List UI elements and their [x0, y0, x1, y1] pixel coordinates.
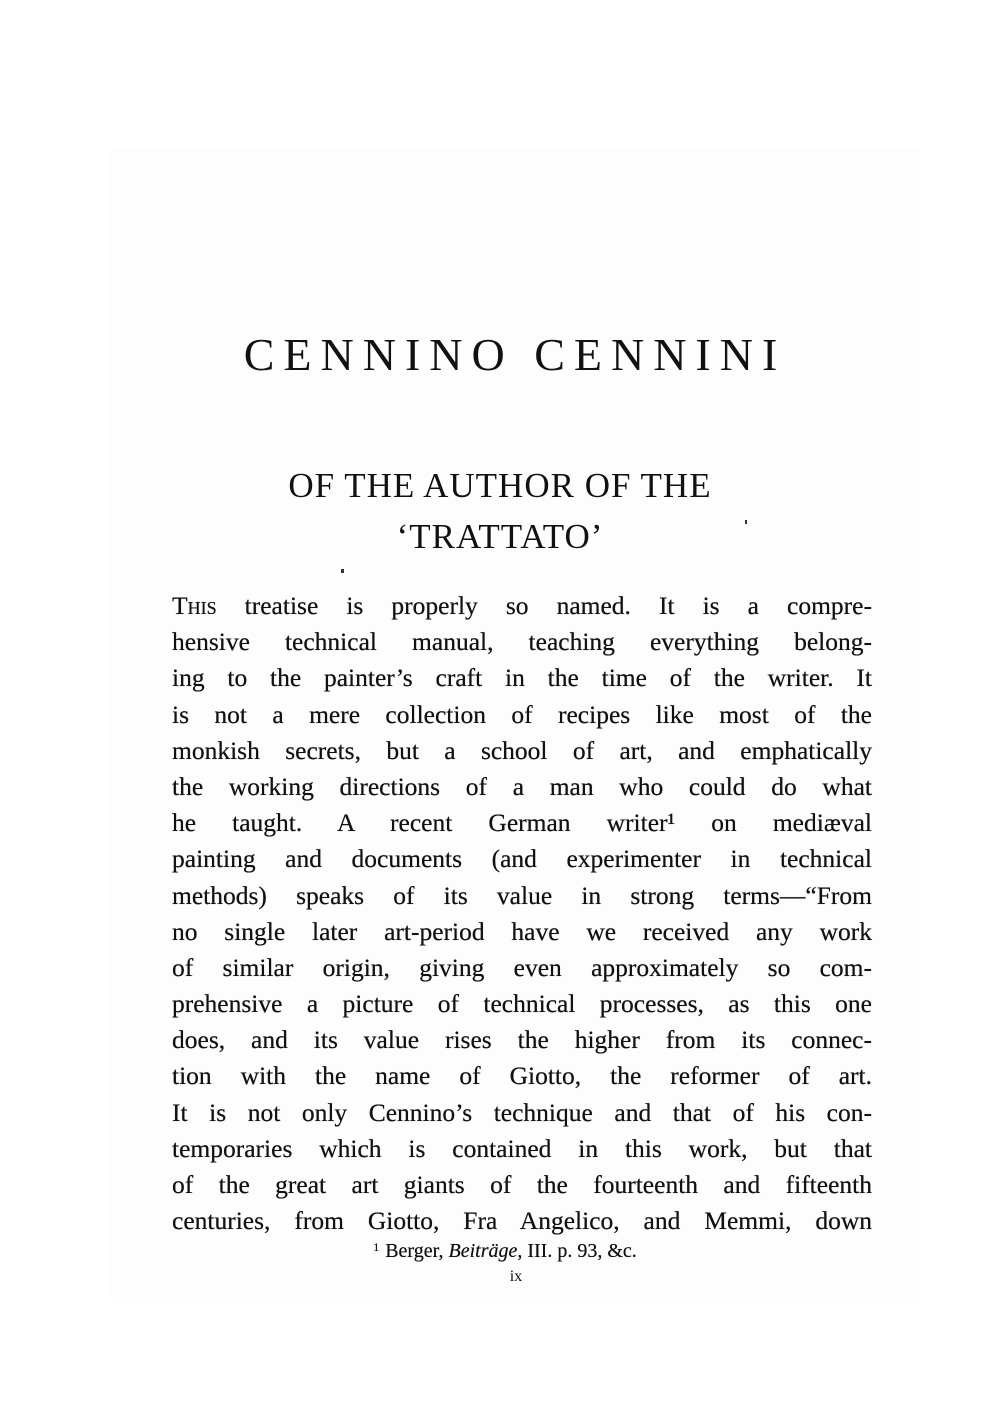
body-line-text: centuries, from Giotto, Fra Angelico, and Memmi, down	[172, 1206, 872, 1236]
footnote-reference: , III. p. 93, &c.	[517, 1240, 637, 1262]
body-line	[172, 624, 872, 660]
chapter-heading-line-1: OF THE AUTHOR OF THE	[288, 466, 712, 505]
footnote-work: Beiträge	[448, 1240, 518, 1262]
body-line	[172, 1167, 872, 1203]
body-first-word: This	[172, 591, 217, 620]
body-line	[172, 841, 872, 877]
footnote	[0, 1240, 1000, 1263]
body-line-text: he taught. A recent German writer¹ on mediæval	[172, 808, 872, 838]
body-line	[172, 950, 872, 986]
body-line	[172, 588, 872, 624]
body-line	[172, 660, 872, 696]
body-line-text: treatise is properly so named. It is a compre-	[216, 591, 872, 620]
body-line	[172, 805, 872, 841]
footnote-marker: 1	[373, 1240, 380, 1254]
body-line-text: methods) speaks of its value in strong terms—“From	[172, 880, 872, 910]
body-line	[172, 1022, 872, 1058]
body-line	[172, 878, 872, 914]
body-line-text: of the great art giants of the fourteenth and fifteenth	[172, 1170, 872, 1199]
body-line	[172, 1095, 872, 1131]
body-line-text: tion with the name of Giotto, the reformer of art.	[172, 1061, 872, 1091]
footnote-author: Berger,	[385, 1240, 444, 1262]
page-number: ix	[509, 1268, 523, 1285]
body-line-text: ing to the painter’s craft in the time of the writer. It	[172, 663, 872, 693]
body-line-text: temporaries which is contained in this work, but that	[172, 1133, 872, 1163]
page-title: CENNINO CENNINI	[243, 329, 787, 380]
body-line	[172, 1058, 872, 1094]
scan-speck	[341, 569, 344, 573]
body-line	[172, 1131, 872, 1167]
body-text	[172, 588, 872, 1239]
body-line	[172, 986, 872, 1022]
body-line-text: is not a mere collection of recipes like most of the	[172, 699, 872, 729]
body-line-text: does, and its value rises the higher from its connec-	[172, 1025, 872, 1055]
body-line	[172, 769, 872, 805]
chapter-heading-line-2: ‘TRATTATO’	[396, 517, 604, 556]
body-line	[172, 1203, 872, 1239]
body-line-text: of similar origin, giving even approximately so com-	[172, 952, 872, 982]
body-line-text: It is not only Cennino’s technique and that of his con-	[172, 1097, 872, 1127]
body-line-text: prehensive a picture of technical processes, as this one	[172, 989, 872, 1019]
scan-speck	[745, 520, 747, 524]
body-line-text: the working directions of a man who could do what	[172, 771, 872, 801]
body-line	[172, 697, 872, 733]
body-line	[172, 914, 872, 950]
body-line	[172, 733, 872, 769]
body-line-text: hensive technical manual, teaching everything belong-	[172, 627, 872, 657]
body-line-text: monkish secrets, but a school of art, and emphatically	[172, 735, 872, 765]
body-line-text: painting and documents (and experimenter in technical	[172, 844, 872, 874]
body-line-text: no single later art-period have we received any work	[172, 916, 872, 946]
